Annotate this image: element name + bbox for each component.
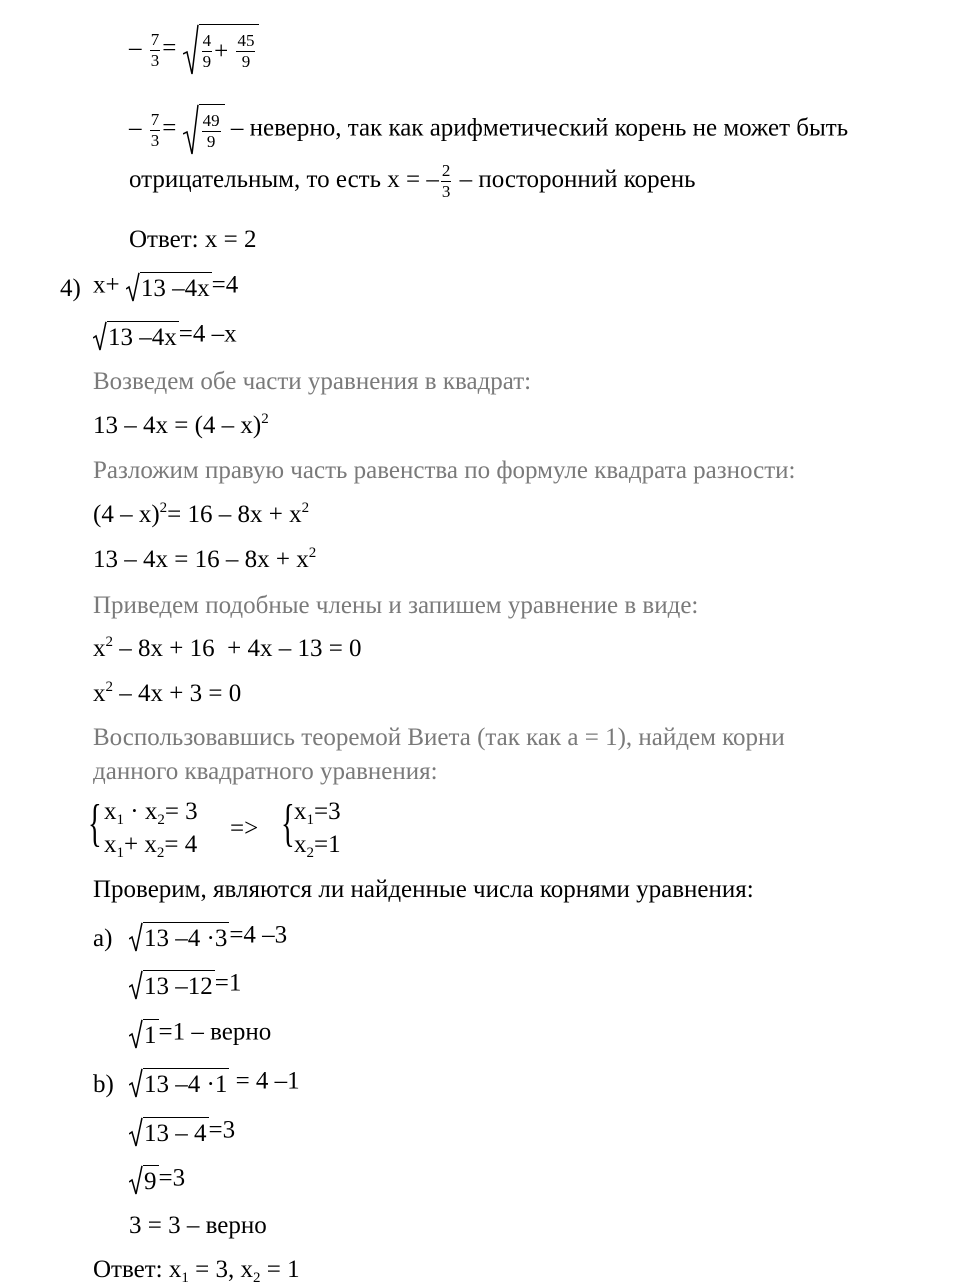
subscript: 2 [306, 845, 314, 861]
equals-sign: = [162, 114, 177, 142]
text: = 1 [260, 1256, 300, 1283]
denominator: 9 [241, 52, 251, 71]
fraction [202, 112, 221, 151]
comment-line: Приведем подобные члены и запишем уравнение в виде: [93, 592, 699, 619]
square-root [129, 970, 215, 1000]
equation-line [93, 681, 241, 706]
text: = 3 [164, 798, 198, 825]
text: =1 [314, 831, 341, 858]
text: = 4 [164, 831, 198, 858]
numerator: 2 [441, 161, 451, 180]
square-root [183, 104, 225, 156]
text: = 4 –1 [229, 1067, 300, 1095]
equation-line [129, 1019, 271, 1049]
radicand: 13 –4 ·3 [143, 922, 229, 952]
text: =3 [314, 798, 341, 825]
text: =1 [214, 969, 242, 997]
text: Ответ: x [93, 1256, 182, 1283]
subscript: 2 [156, 845, 165, 861]
fraction [202, 32, 213, 71]
radicand: 13 –12 [143, 970, 215, 1000]
subscript: 1 [116, 845, 124, 861]
equation-line [129, 1165, 185, 1195]
square-root [126, 272, 212, 302]
text: – неверно, так как арифметический корень не может быть [230, 114, 849, 142]
system-row [104, 798, 198, 828]
minus-sign: – [129, 34, 142, 62]
equation-line [129, 1117, 235, 1147]
numerator: 4 [202, 31, 212, 51]
denominator: 3 [150, 50, 160, 70]
equation-line [93, 413, 269, 438]
text: =4 –x [178, 320, 237, 348]
minus-sign: – [129, 114, 142, 142]
text: =4 [211, 271, 239, 299]
subscript: 2 [252, 1270, 261, 1286]
subscript: 2 [157, 812, 165, 828]
numerator: 7 [150, 109, 160, 129]
text: =3 [158, 1164, 186, 1192]
denominator: 9 [202, 52, 212, 71]
radicand: 1 [143, 1019, 159, 1049]
denominator: 3 [441, 181, 451, 201]
exponent: 2 [308, 545, 317, 561]
text: (4 – x) [93, 501, 160, 528]
text: x [93, 680, 106, 707]
exponent: 2 [261, 411, 269, 427]
subscript: 1 [116, 812, 124, 828]
implies-arrow: => [230, 815, 259, 842]
radical-sign-icon [183, 104, 199, 156]
radical-sign-icon [129, 970, 143, 1000]
text: x+ [93, 271, 120, 299]
fraction [150, 111, 161, 150]
radical-sign-icon [183, 24, 199, 76]
square-root [129, 1117, 209, 1147]
numerator: 7 [150, 29, 160, 49]
text: x [294, 831, 307, 858]
numerator: 49 [202, 111, 220, 131]
check-heading: Проверим, являются ли найденные числа корнями уравнения: [93, 876, 754, 903]
left-brace: { [88, 795, 102, 852]
radicand: 13 – 4 [143, 1117, 209, 1147]
radicand: 9 [143, 1165, 159, 1195]
denominator: 3 [150, 130, 160, 150]
text: + x [124, 831, 157, 858]
case-label: a) [93, 925, 113, 952]
comment-line: Разложим правую часть равенства по формуле квадрата разности: [93, 457, 796, 484]
text: =1 – верно [158, 1018, 272, 1046]
comment-line: данного квадратного уравнения: [93, 758, 438, 785]
equation-line [93, 502, 309, 527]
text: = 3, x [188, 1256, 253, 1283]
square-root [129, 1019, 159, 1049]
equation-line [93, 636, 362, 661]
fraction [236, 32, 255, 71]
radical-sign-icon [93, 321, 107, 351]
text: – посторонний корень [459, 166, 696, 194]
text-line [129, 162, 696, 201]
comment-line: Воспользовавшись теоремой Виета (так как a = 1), найдем корни [93, 724, 785, 751]
equation-line [129, 104, 848, 156]
exponent: 2 [105, 634, 113, 650]
text: = 16 – 8x + x [167, 501, 302, 528]
problem-number: 4) [60, 275, 81, 302]
equation-line [129, 1068, 300, 1098]
text: x [104, 831, 117, 858]
case-label: b) [93, 1071, 114, 1098]
radical-sign-icon [129, 1019, 143, 1049]
radicand: 13 –4x [140, 272, 212, 302]
numerator: 45 [237, 31, 255, 51]
square-root [93, 321, 179, 351]
square-root [129, 922, 229, 952]
system-row [104, 831, 198, 861]
exponent: 2 [159, 500, 168, 516]
equation-line [129, 24, 259, 76]
answer-line [93, 1256, 300, 1286]
subscript: 1 [181, 1270, 189, 1286]
equation-line [93, 321, 237, 351]
radical-sign-icon [129, 1068, 143, 1098]
fraction [150, 31, 161, 70]
comment-line: Возведем обе части уравнения в квадрат: [93, 368, 532, 395]
text: x [93, 635, 106, 662]
radical-sign-icon [126, 272, 140, 302]
left-brace: { [281, 795, 295, 852]
equals-sign: = [162, 34, 177, 62]
radicand: 13 –4 ·1 [143, 1068, 229, 1098]
exponent: 2 [301, 500, 310, 516]
text: =4 –3 [229, 921, 288, 949]
square-root [129, 1068, 229, 1098]
equation-line [93, 547, 316, 572]
radicand: 13 –4x [107, 321, 179, 351]
text: – 8x + 16 + 4x – 13 = 0 [119, 635, 362, 662]
equation-line [129, 970, 241, 1000]
text: 13 – 4x = (4 – x) [93, 412, 262, 439]
fraction [441, 162, 452, 201]
text: =3 [208, 1116, 236, 1144]
equation-line [129, 922, 287, 952]
text: 13 – 4x = 16 – 8x + x [93, 546, 309, 573]
radical-sign-icon [129, 922, 143, 952]
solution-row [294, 798, 341, 828]
text: x [104, 798, 117, 825]
radical-sign-icon [129, 1117, 143, 1147]
text: x [294, 798, 307, 825]
text: – 4x + 3 = 0 [119, 680, 242, 707]
square-root [129, 1165, 159, 1195]
equation-line: 3 = 3 – верно [129, 1212, 267, 1239]
text: отрицательным, то есть x = – [129, 166, 439, 194]
answer-line: Ответ: x = 2 [129, 226, 257, 253]
subscript: 1 [306, 812, 314, 828]
radical-sign-icon [129, 1165, 143, 1195]
text: · x [124, 798, 158, 825]
denominator: 9 [206, 132, 216, 151]
plus-sign: + [214, 38, 229, 65]
exponent: 2 [105, 679, 113, 695]
square-root [183, 24, 260, 76]
equation-line [93, 272, 238, 302]
solution-row [294, 831, 341, 861]
